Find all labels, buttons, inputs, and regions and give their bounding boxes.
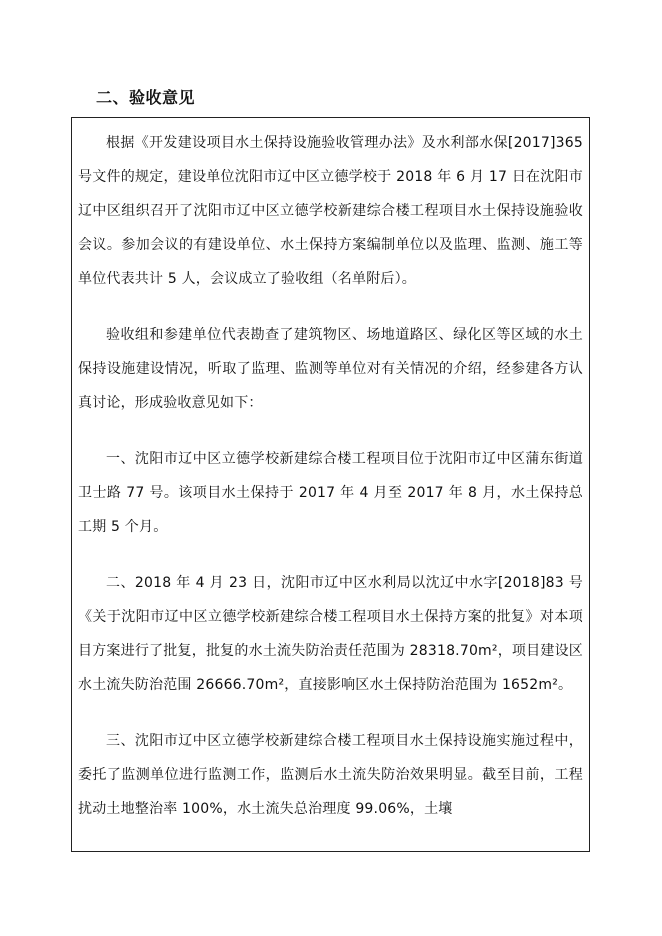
- paragraph-basis: 根据《开发建设项目水土保持设施验收管理办法》及水利部水保[2017]365 号文件的规定，建设单位沈阳市辽中区立德学校于 2018 年 6 月 17 日在沈阳市辽中区组织召开了沈阳市辽中区立德学校新建综合楼工程项目水土保持设施验收会议。参加会议的有建设单位、水土保持方案编制单位以及监理、监测、施工等单位代表共计 5 人，会议成立了验收组（名单附后）。: [78, 135, 583, 287]
- opinion-box: [71, 117, 590, 852]
- section-title: 二、验收意见: [96, 88, 196, 107]
- paragraph-inspection: 验收组和参建单位代表勘查了建筑物区、场地道路区、绿化区等区域的水土保持设施建设情况，听取了监理、监测等单位对有关情况的介绍，经参建各方认真讨论，形成验收意见如下：: [78, 327, 583, 411]
- opinion-content: [78, 126, 583, 826]
- paragraph-approval: 二、2018 年 4 月 23 日，沈阳市辽中区水利局以沈辽中水字[2018]83 号《关于沈阳市辽中区立德学校新建综合楼工程项目水土保持方案的批复》对本项目方案进行了批复，批复的水土流失防治责任范围为 28318.70m²，项目建设区水土流失防治范围 26666.70m²，直接影响区水土保持防治范围为 1652m²。: [78, 575, 583, 693]
- paragraph-monitoring: 三、沈阳市辽中区立德学校新建综合楼工程项目水土保持设施实施过程中，委托了监测单位进行监测工作，监测后水土流失防治效果明显。截至目前，工程扰动土地整治率 100%，水土流失总治理度 99.06%，土壤: [78, 733, 583, 817]
- paragraph-project-location: 一、沈阳市辽中区立德学校新建综合楼工程项目位于沈阳市辽中区蒲东街道卫士路 77 号。该项目水土保持于 2017 年 4 月至 2017 年 8 月，水土保持总工期 5 个月。: [78, 451, 583, 535]
